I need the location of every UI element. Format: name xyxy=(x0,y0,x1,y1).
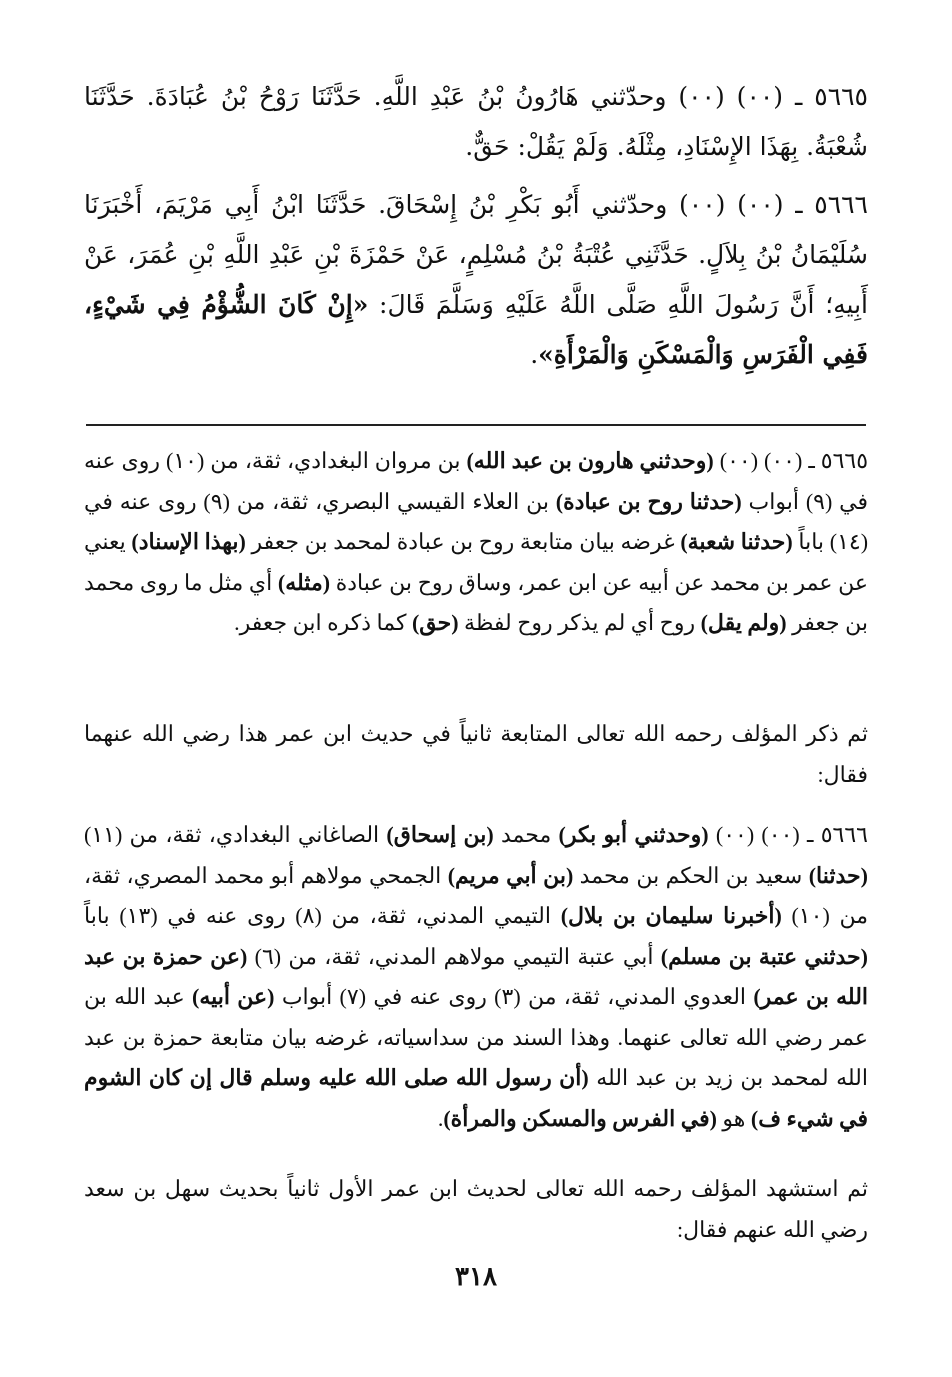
text-segment: عبد الله بن عمر رضي الله تعالى عنهما. وهذا السند من سداسياته، غرضه بيان متابعة حمزة بن عبد الله لمحمد بن زيد بن عبد الله xyxy=(84,984,868,1090)
text-segment: أي مثل ما روى محمد بن جعفر xyxy=(84,569,868,635)
bold-quote-segment: (في الفرس والمسكن والمرأة) xyxy=(443,1105,717,1131)
text-segment: ٥٦٦٥ ـ (٠٠) (٠٠) xyxy=(713,448,869,473)
bold-quote-segment: (بن إسحاق) xyxy=(386,822,494,847)
hadith-5665-text xyxy=(84,72,868,172)
bold-quote-segment: (حدثنا) xyxy=(808,862,868,888)
bold-quote-segment: (عن حمزة بن عبد الله بن عمر) xyxy=(84,943,869,1009)
text-segment: محمد xyxy=(493,822,559,847)
bold-quote-segment: (حدثني عتبة بن مسلم) xyxy=(660,943,868,969)
hadith-5666-matn: «إِنْ كَانَ الشُّؤْمُ فِي شَيْءٍ، فَفِي الْفَرَسِ وَالْمَسْكَنِ وَالْمَرْأَةِ» xyxy=(84,290,868,369)
text-segment: الجمحي مولاهم أبو محمد المصري، ثقة، من (١٠) xyxy=(84,862,868,928)
bold-quote-segment: (وحدثني أبو بكر) xyxy=(558,822,709,847)
text-segment: ٥٦٦٦ ـ (٠٠) (٠٠) xyxy=(708,822,868,847)
bold-quote-segment: (مثله) xyxy=(277,569,331,595)
bold-quote-segment: (حدثنا روح بن عبادة) xyxy=(555,488,742,514)
page-number: ٣١٨ xyxy=(455,1262,497,1292)
footnote-divider xyxy=(86,424,866,426)
transition-1-text: ثم ذكر المؤلف رحمه الله تعالى المتابعة ثانياً في حديث ابن عمر هذا رضي الله عنهما فقال: xyxy=(84,721,868,787)
text-segment: كما ذكره ابن جعفر. xyxy=(234,610,412,635)
bold-quote-segment: (وحدثني هارون بن عبد الله) xyxy=(466,448,714,473)
commentary-transition-1 xyxy=(84,714,868,795)
bold-quote-segment: (أخبرنا سليمان بن بلال) xyxy=(560,903,782,928)
text-segment: . xyxy=(437,1105,444,1131)
hadith-5666-text xyxy=(84,180,868,380)
text-segment: يعني عن عمر بن محمد عن أبيه عن ابن عمر، وساق روح بن عبادة xyxy=(84,529,868,595)
text-segment: أبي عتبة التيمي مولاهم المدني، ثقة، من (٦) xyxy=(247,943,661,969)
bold-quote-segment: (بهذا الإسناد) xyxy=(131,529,246,554)
text-segment: غرضه بيان متابعة روح بن عبادة لمحمد بن جعفر xyxy=(245,529,681,554)
commentary-5665 xyxy=(84,441,868,644)
text-segment: العدوي المدني، ثقة، من (٣) روى عنه في (٧) أبواب xyxy=(274,984,754,1009)
text-segment: بن العلاء القيسي البصري، ثقة، من (٩) روى عنه في (١٤) باباً xyxy=(84,488,869,554)
text-segment: سعيد بن الحكم بن محمد xyxy=(573,862,809,888)
bold-quote-segment: (عن أبيه) xyxy=(192,984,275,1009)
text-segment: روح أي لم يذكر روح لفظة xyxy=(458,610,701,635)
transition-2-text: ثم استشهد المؤلف رحمه الله تعالى لحديث ابن عمر الأول ثانياً بحديث سهل بن سعد رضي الله عنهم فقال: xyxy=(84,1176,868,1242)
text-segment: بن مروان البغدادي، ثقة، من (١٠) روى عنه في (٩) أبواب xyxy=(84,448,868,514)
hadith-5666-chain: ٥٦٦٦ ـ (٠٠) (٠٠) وحدّثني أَبُو بَكْرِ بْنُ إِسْحَاقَ. حَدَّثَنَا ابْنُ أَبِي مَرْيَمَ، أَخْبَرَنَا سُلَيْمَانُ بْنُ بِلاَلٍ. حَدَّثَنِي عُتْبَةُ بْنُ مُسْلِمٍ، عَنْ حَمْزَةَ بْنِ عَبْدِ اللَّهِ بْنِ عُمَرَ، عَنْ أَبِيهِ؛ أَنَّ رَسُولَ اللَّهِ صَلَّى اللَّهُ عَلَيْهِ وَسَلَّمَ قَالَ: xyxy=(84,190,869,319)
hadith-5666-end: . xyxy=(530,340,539,369)
commentary-transition-2 xyxy=(84,1169,868,1250)
bold-quote-segment: (بن أبي مريم) xyxy=(447,862,574,888)
text-segment: التيمي المدني، ثقة، من (٨) روى عنه في (١٣) باباً xyxy=(84,903,561,928)
commentary-5666 xyxy=(84,815,868,1139)
bold-quote-segment: (ولم يقل) xyxy=(700,610,787,635)
text-segment: هو xyxy=(716,1105,751,1131)
hadith-5665-body: ٥٦٦٥ ـ (٠٠) (٠٠) وحدّثني هَارُونُ بْنُ عَبْدِ اللَّهِ. حَدَّثَنَا رَوْحُ بْنُ عُبَادَةَ. حَدَّثَنَا شُعْبَةُ. بِهَذَا الإِسْنَادِ، مِثْلَهُ. وَلَمْ يَقُلْ: حَقٌّ. xyxy=(84,82,868,161)
bold-quote-segment: (حدثنا شعبة) xyxy=(680,529,793,554)
bold-quote-segment: (حق) xyxy=(411,610,459,635)
text-segment: الصاغاني البغدادي، ثقة، من (١١) xyxy=(84,822,387,847)
bold-quote-segment: (أن رسول الله صلى الله عليه وسلم قال إن كان الشوم في شيء ف) xyxy=(84,1065,868,1131)
